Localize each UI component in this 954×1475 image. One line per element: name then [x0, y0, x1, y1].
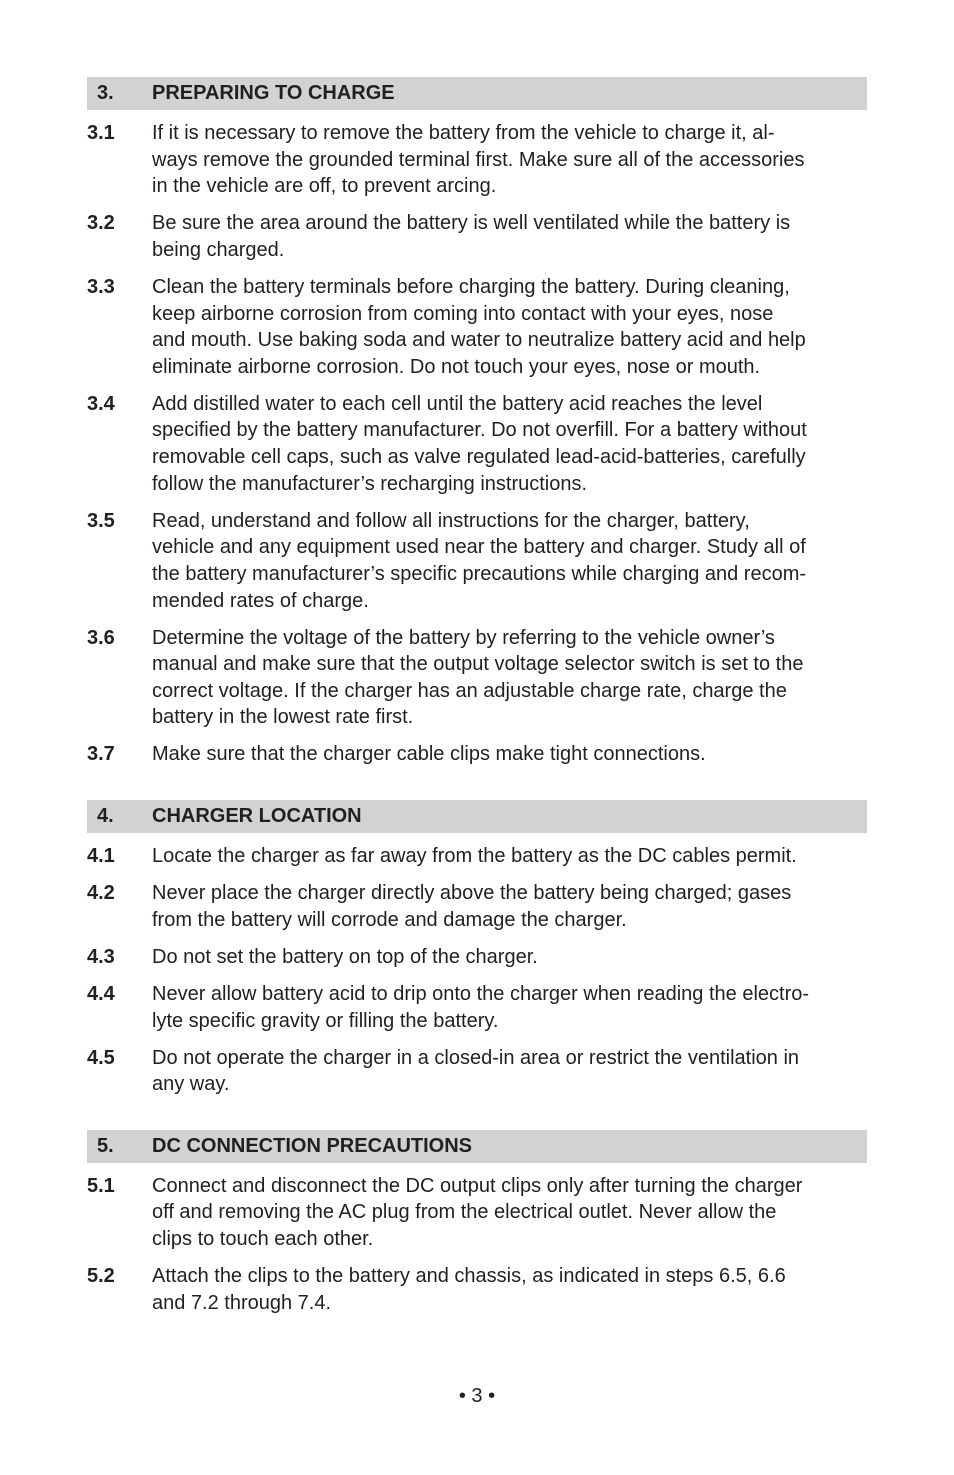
- list-item: [87, 391, 867, 497]
- list-item: [87, 944, 867, 971]
- list-item: [87, 120, 867, 200]
- item-text: Be sure the area around the battery is well ventilated while the battery is being charged.: [152, 212, 791, 261]
- section-title: DC CONNECTION PRECAUTIONS: [152, 1134, 473, 1157]
- item-number: 4.1: [87, 845, 115, 868]
- section-dc-connection-precautions: [87, 1130, 867, 1316]
- list-item: [87, 1045, 867, 1098]
- section-title: CHARGER LOCATION: [152, 805, 362, 828]
- item-number: 3.4: [87, 392, 115, 415]
- item-number: 3.6: [87, 626, 115, 649]
- item-text: Clean the battery terminals before charging the battery. During cleaning, keep airborne corrosion from coming into contact with your eyes, nose and mouth. Use baking soda and water to neutralize battery acid and help eliminate airborne corrosion. Do not touch your eyes, nose or mouth.: [152, 275, 806, 378]
- item-text: Read, understand and follow all instructions for the charger, battery, vehicle and any equipment used near the battery and charger. Study all of the battery manufacturer’s specific precautions while charging and recom- mended rates of charge.: [152, 509, 807, 612]
- item-number: 3.7: [87, 743, 115, 766]
- section-number: 5.: [97, 1134, 114, 1157]
- item-number: 5.2: [87, 1265, 115, 1288]
- list-item: [87, 741, 867, 768]
- item-text: Do not operate the charger in a closed-in area or restrict the ventilation in any way.: [152, 1046, 800, 1096]
- item-text: Never place the charger directly above the battery being charged; gases from the battery will corrode and damage the charger.: [152, 882, 792, 931]
- list-item: [87, 210, 867, 263]
- item-text: Never allow battery acid to drip onto the charger when reading the electro- lyte specific gravity or filling the battery.: [152, 982, 810, 1032]
- item-text: Do not set the battery on top of the charger.: [152, 945, 538, 968]
- item-number: 4.5: [87, 1046, 115, 1069]
- section-preparing-to-charge: [87, 77, 867, 768]
- list-item: [87, 981, 867, 1034]
- section-header: [87, 800, 867, 833]
- item-number: 3.5: [87, 509, 115, 532]
- item-text: Locate the charger as far away from the battery as the DC cables permit.: [152, 845, 797, 868]
- list-item: [87, 880, 867, 933]
- item-number: 4.4: [87, 982, 115, 1005]
- item-number: 4.3: [87, 945, 115, 968]
- item-text: Attach the clips to the battery and chassis, as indicated in steps 6.5, 6.6 and 7.2 through 7.4.: [152, 1265, 786, 1314]
- item-number: 4.2: [87, 882, 115, 905]
- list-item: [87, 274, 867, 380]
- section-number: 3.: [97, 82, 114, 104]
- item-text: Determine the voltage of the battery by referring to the vehicle owner’s manual and make sure that the output voltage selector switch is set to the correct voltage. If the charger has an adjustable charge rate, charge the battery in the lowest rate first.: [152, 626, 804, 729]
- section-number: 4.: [97, 805, 114, 828]
- list-item: [87, 625, 867, 731]
- item-text: If it is necessary to remove the battery from the vehicle to charge it, al- ways remove the grounded terminal first. Make sure all of the accessories in the vehicle are off, to prevent arcing.: [152, 122, 805, 198]
- section-charger-location: [87, 800, 867, 1098]
- section-header: [87, 1130, 867, 1163]
- item-text: Add distilled water to each cell until the battery acid reaches the level specified by the battery manufacturer. Do not overfill. For a battery without removable cell caps, such as valve regulated lead-acid-batteries, carefully follow the manufacturer’s recharging instructions.: [152, 392, 807, 495]
- section-header: [87, 77, 867, 110]
- item-number: 3.1: [87, 122, 115, 144]
- item-number: 3.2: [87, 212, 115, 235]
- manual-page: [87, 77, 867, 1327]
- item-text: Connect and disconnect the DC output clips only after turning the charger off and removing the AC plug from the electrical outlet. Never allow the clips to touch each other.: [152, 1174, 803, 1250]
- item-number: 5.1: [87, 1174, 115, 1197]
- list-item: [87, 1173, 867, 1253]
- item-text: Make sure that the charger cable clips make tight connections.: [152, 743, 706, 766]
- section-title: PREPARING TO CHARGE: [152, 82, 395, 104]
- page-number: • 3 •: [458, 1385, 496, 1407]
- list-item: [87, 508, 867, 614]
- list-item: [87, 843, 867, 870]
- item-number: 3.3: [87, 275, 115, 298]
- list-item: [87, 1263, 867, 1316]
